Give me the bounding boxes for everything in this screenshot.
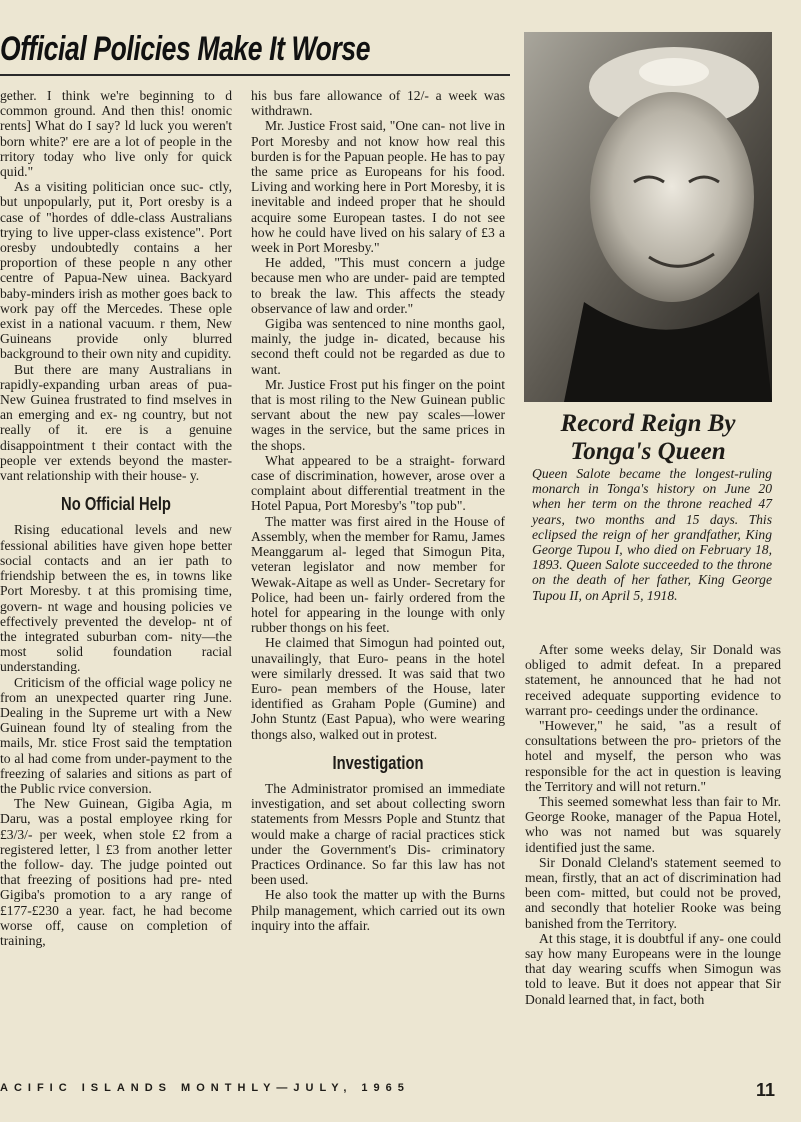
paragraph: This seemed somewhat less than fair to Mr. George Rooke, manager of the Papua Hotel, who was not named but was squarely identified just the same.	[525, 794, 781, 855]
paragraph: Mr. Justice Frost said, "One can- not live in Port Moresby and not know how real this burden is for the Papuan people. He has to pay the same price as Europeans for his food. Living and working here in Port Moresby, it is inevitable and indeed proper that he should acquire some European tastes. I do not see how he could have lived on his salary of £3 a week in Port Moresby."	[251, 118, 505, 256]
paragraph: He added, "This must concern a judge because men who are under- paid are tempted to break the law. This affects the steady observance of law and order."	[251, 255, 505, 316]
queen-salote-photo	[524, 32, 772, 402]
paragraph: He claimed that Simogun had pointed out, unavailingly, that Euro- peans in the hotel were similarly dressed. It was said that two Euro- pean members of the House, later identified as Graham Pople (Gumine) and John Stuntz (East Papua), who were wearing thongs also, walked out in protest.	[251, 635, 505, 742]
paragraph: Rising educational levels and new fessional abilities have given hope better social contacts and an ier path to friendship between the es, in towns like Port Moresby. t at this promising time, govern- nt wage and housing policies ve effectively prevented the develop- nt of the integrated suburban com- nity—the most solid foundation racial understanding.	[0, 522, 232, 675]
paragraph: Criticism of the official wage policy ne from an unexpected quarter ring June. Dealing in the Supreme urt with a New Guinean found lty of stealing from the mails, Mr. stice Frost said the temptation to al had come from under-payment to the freezing of salaries and sitions as part of the Public rvice conversion.	[0, 674, 232, 796]
article-column-3	[525, 642, 781, 1078]
subheading-investigation: Investigation	[332, 752, 424, 773]
paragraph: What appeared to be a straight- forward case of discrimination, however, arose over a complaint about differential treatment in the Hotel Papua, Port Moresby's "top pub".	[251, 452, 505, 514]
paragraph: gether. I think we're beginning to d common ground. And then this! onomic rents] What do I say? ld luck you weren't born white?' ere are a lot of people in the rritory today who live only for quick quid."	[0, 88, 232, 180]
article-column-2	[251, 88, 505, 1078]
paragraph: The matter was first aired in the House of Assembly, when the member for Ramu, James Meanggarum al- leged that Simogun Pita, veteran legislator and now member for Wewak-Aitape as well as Under- Secretary for Police, had been un- fairly ordered from the hotel for appearing in the lounge with only rubber thongs on his feet.	[251, 513, 505, 636]
paragraph: He also took the matter up with the Burns Philp management, which carried out its own inquiry into the affair.	[251, 887, 505, 933]
paragraph: But there are many Australians in rapidly-expanding urban areas of pua-New Guinea frustrated to find mselves in an emerging and ex- ng country, but not really of it. ere is a genuine disappointment t their contact with the people ver extends beyond the master- vant relationship with their house- y.	[0, 361, 232, 484]
caption-text: Queen Salote became the longest-ruling monarch in Tonga's history on June 20 when her term on the throne reached 47 years, two months and 15 days. This eclipsed the reign of her grandfather, King George Tupou I, who died on February 18, 1893. Queen Salote succeeded to the throne on the death of her father, King George Tupou II, on April 5, 1918.	[532, 466, 772, 603]
paragraph: "However," he said, "as a result of consultations between the pro- prietors of the hotel and myself, the person who was responsible for the act in question is leaving the Territory and will not return."	[525, 718, 781, 794]
paragraph: his bus fare allowance of 12/- a week was withdrawn.	[251, 88, 505, 119]
paragraph: After some weeks delay, Sir Donald was obliged to admit defeat. In a prepared statement, he announced that he had not received adequate supporting evidence to warrant pro- ceedings under the ordinance.	[525, 642, 781, 718]
headline-rule	[0, 74, 510, 76]
article-column-1	[0, 88, 232, 1078]
paragraph: At this stage, it is doubtful if any- one could say how many Europeans were in the lounge that day wearing scuffs when Simogun was told to leave. But it does not appear that Sir Donald learned that, in fact, both	[525, 930, 781, 1007]
headline: Official Policies Make It Worse	[0, 30, 371, 68]
paragraph: As a visiting politician once suc- ctly, but unpopularly, put it, Port oresby is a case of "hordes of ddle-class Australians trying to live upper-class existence". Port oresby undoubtedly contains a her proportion of these people n any other centre of Papua-New uinea. Backyard baby-minders irish as mother goes back to work pay off the Mercedes. These ople exist in a national vacuum. r them, New Guineans provide only blurred background to their own nity and cupidity.	[0, 179, 232, 362]
paragraph: The Administrator promised an immediate investigation, and set about collecting sworn statements from Messrs Pople and Stuntz that would make a charge of racial practices stick under the Government's Dis- criminatory Practices Ordinance. So far this law has not been used.	[251, 780, 505, 888]
page-number: 11	[756, 1080, 776, 1100]
paragraph: Gigiba was sentenced to nine months gaol, mainly, the judge in- dicated, because his second theft could not be regarded as due to want.	[251, 316, 505, 377]
paragraph: Mr. Justice Frost put his finger on the point that is most riling to the New Guinean public servant about the new pay scales—lower wages in the service, but the same prices in the shops.	[251, 376, 505, 453]
paragraph: The New Guinean, Gigiba Agia, m Daru, was a postal employee rking for £3/3/- per week, when stole £2 from a registered letter, l £3 from another letter the follow- day. The judge pointed out that freezing of positions had pre- nted Gigiba's promotion to a ary range of £177-£230 a year. fact, he had become worse off, cause on completion of training,	[0, 796, 232, 948]
paragraph: Sir Donald Cleland's statement seemed to mean, firstly, that an act of discrimination had been com- mitted, but could not be proved, and secondly that hotelier Rooke was being banished from the Territory.	[525, 854, 781, 931]
caption-title: Record Reign By Tonga's Queen	[560, 410, 736, 465]
running-footer: ACIFIC ISLANDS MONTHLY—JULY, 1965	[0, 1082, 410, 1094]
subheading-no-official-help: No Official Help	[61, 494, 171, 515]
portrait-illustration	[524, 32, 772, 402]
